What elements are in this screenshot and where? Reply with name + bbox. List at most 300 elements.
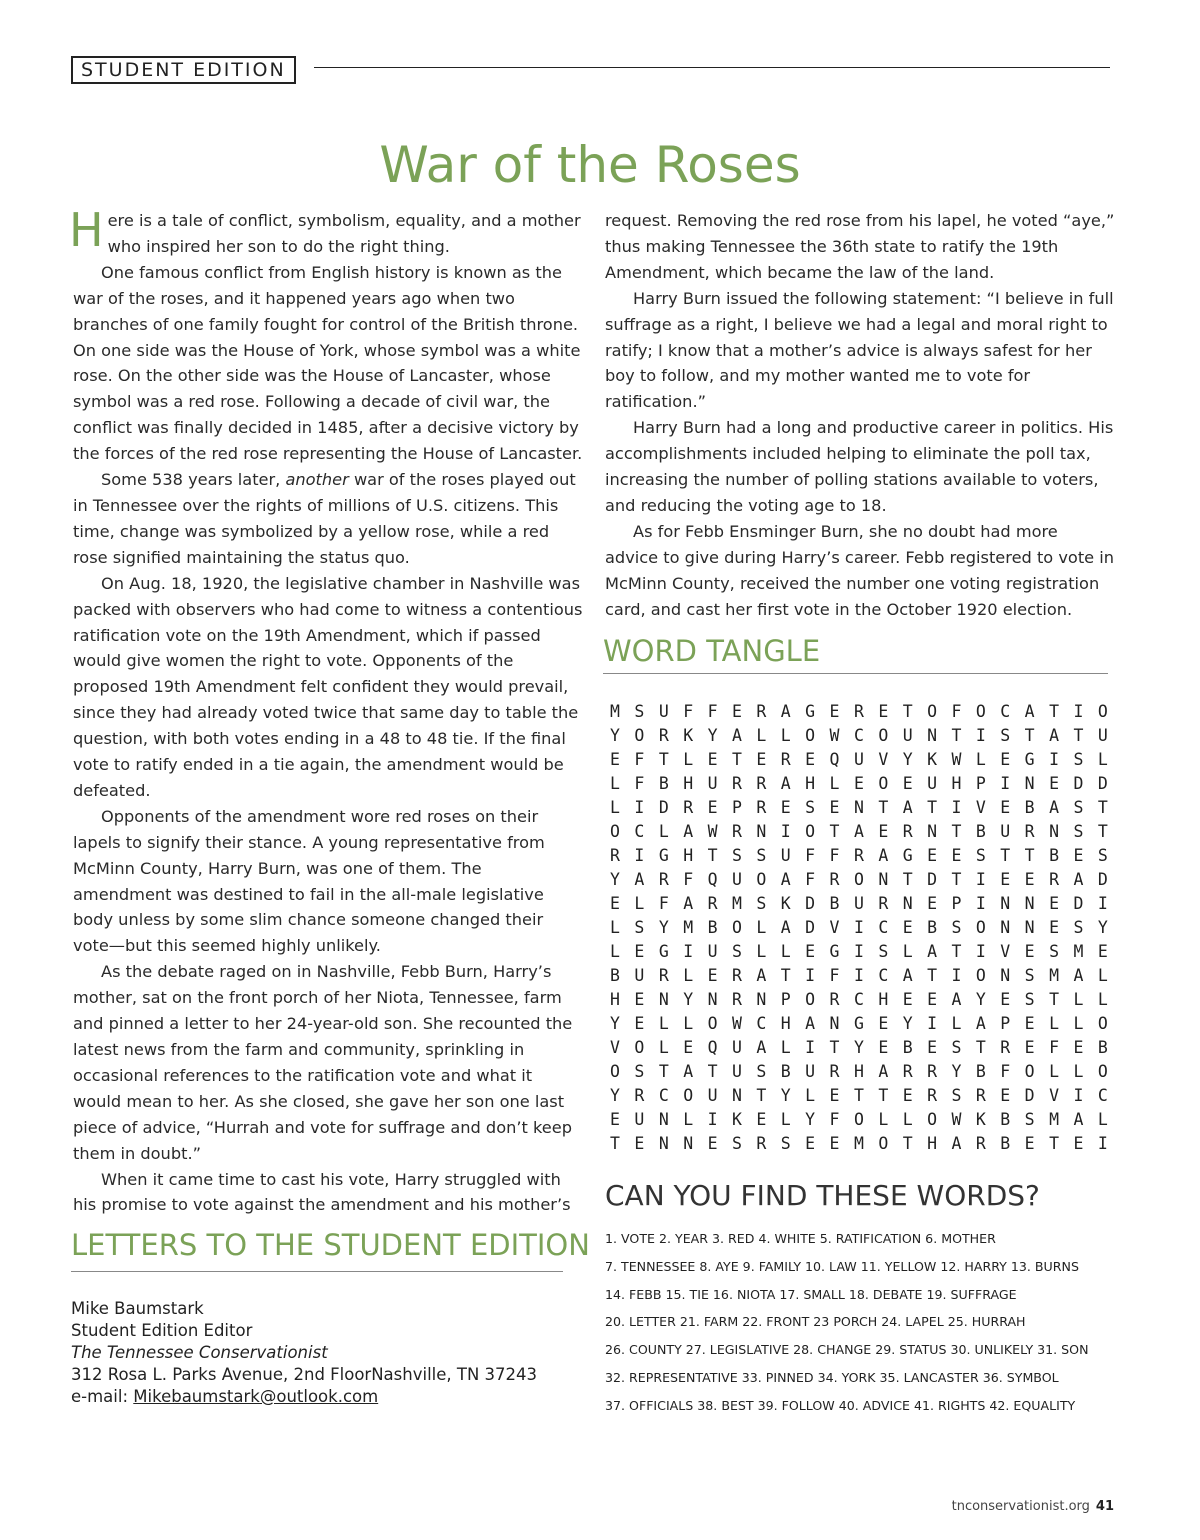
grid-letter: I [975,870,986,889]
grid-letter: F [658,894,669,913]
grid-letter: F [683,702,694,721]
grid-letter: T [731,750,742,769]
grid-letter: M [1049,966,1059,985]
grid-letter: R [756,1134,767,1153]
grid-letter: T [658,1062,669,1081]
grid-row [603,1132,1115,1156]
grid-letter: T [902,1134,913,1153]
grid-letter: D [927,870,938,889]
grid-letter: G [658,846,669,865]
grid-letter: O [1097,1062,1108,1081]
grid-letter: F [829,1110,840,1129]
grid-letter: R [1000,1038,1011,1057]
grid-letter: E [707,798,718,817]
grid-letter: B [975,822,986,841]
grid-letter: E [853,774,864,793]
grid-letter: F [951,702,962,721]
grid-letter: I [805,1038,816,1057]
grid-letter: C [878,918,889,937]
grid-letter: M [1073,942,1084,961]
grid-letter: E [610,1110,620,1129]
grid-letter: L [658,1014,669,1033]
email-label: e-mail: [71,1387,129,1406]
grid-letter: Y [853,1038,864,1057]
grid-letter: R [756,702,767,721]
grid-letter: O [805,990,816,1009]
grid-letter: N [1024,918,1035,937]
grid-letter: L [1097,966,1108,985]
grid-letter: Q [829,750,840,769]
grid-letter: H [610,990,620,1009]
grid-letter: N [1000,966,1011,985]
grid-letter: O [927,702,938,721]
grid-letter: E [902,1086,913,1105]
grid-letter: F [805,846,816,865]
grid-letter: L [658,822,669,841]
grid-letter: G [853,1014,864,1033]
grid-letter: O [805,822,816,841]
grid-letter: B [829,894,840,913]
grid-letter: R [780,750,791,769]
letters-rule [71,1271,563,1272]
grid-letter: Q [707,1038,718,1057]
grid-letter: S [1024,990,1035,1009]
grid-letter: E [634,990,645,1009]
grid-letter: R [829,1062,840,1081]
word-list-line: 7. TENNESSEE 8. AYE 9. FAMILY 10. LAW 11. YELLOW 12. HARRY 13. BURNS [605,1258,1079,1274]
grid-letter: T [951,870,962,889]
grid-letter: U [805,1062,816,1081]
grid-row [603,988,1115,1012]
grid-letter: L [1049,1014,1059,1033]
grid-letter: D [1097,774,1108,793]
grid-letter: C [853,726,864,745]
grid-letter: D [805,894,816,913]
grid-letter: F [683,870,694,889]
grid-letter: W [707,822,718,841]
page-footer [952,1499,1114,1514]
grid-letter: L [756,942,767,961]
grid-letter: C [658,1086,669,1105]
grid-letter: N [707,990,718,1009]
grid-letter: F [1000,1062,1011,1081]
grid-letter: L [683,750,694,769]
grid-letter: T [1097,822,1108,841]
grid-letter: O [707,1014,718,1033]
grid-letter: N [683,1134,694,1153]
grid-letter: O [927,1110,938,1129]
grid-letter: Y [610,726,620,745]
grid-letter: I [707,1110,718,1129]
grid-letter: R [927,1062,938,1081]
grid-letter: O [610,822,620,841]
grid-letter: A [780,774,791,793]
grid-letter: L [975,750,986,769]
grid-letter: E [1000,1086,1011,1105]
grid-letter: R [731,966,742,985]
grid-letter: L [610,918,620,937]
grid-letter: B [1000,1110,1011,1129]
grid-letter: E [1049,918,1059,937]
grid-letter: P [1000,1014,1011,1033]
grid-letter: I [951,966,962,985]
grid-letter: W [951,1110,962,1129]
grid-letter: R [829,870,840,889]
grid-letter: I [1049,750,1059,769]
grid-letter: K [927,750,938,769]
article-title: War of the Roses [379,136,801,194]
grid-letter: E [634,1134,645,1153]
grid-letter: T [902,870,913,889]
grid-letter: Q [707,870,718,889]
grid-letter: A [1024,702,1035,721]
grid-letter: O [1024,1062,1035,1081]
grid-letter: T [1049,702,1059,721]
grid-letter: S [634,918,645,937]
grid-letter: T [1097,798,1108,817]
grid-letter: S [975,846,986,865]
grid-letter: E [610,750,620,769]
grid-letter: O [878,774,889,793]
grid-letter: R [658,966,669,985]
grid-letter: U [1097,726,1108,745]
grid-letter: B [1049,846,1059,865]
grid-letter: E [927,1038,938,1057]
article-paragraph: As the debate raged on in Nashville, Febb Burn, Harry’s mother, sat on the front porch of her Niota, Tennessee, farm and pinned a letter to her 24-year-old son. She recounted the latest news from the farm and community, sprinkling in occasional references to the ratification vote and what it would mean to her. As she closed, she gave her son one last piece of advice, “Hurrah and vote for suffrage and don’t keep them in doubt.” [73,962,573,1163]
article-right-column [605,208,1115,623]
grid-letter: L [902,1110,913,1129]
grid-letter: R [1024,822,1035,841]
letters-heading: LETTERS TO THE STUDENT EDITION [71,1228,590,1262]
grid-letter: S [756,846,767,865]
grid-letter: E [878,702,889,721]
grid-letter: T [707,846,718,865]
grid-letter: E [805,1134,816,1153]
grid-letter: U [707,774,718,793]
grid-letter: S [1073,822,1084,841]
grid-row [603,1036,1115,1060]
grid-letter: T [927,798,938,817]
grid-letter: Y [780,1086,791,1105]
grid-letter: C [853,990,864,1009]
grid-letter: Y [658,918,669,937]
word-list-line: 14. FEBB 15. TIE 16. NIOTA 17. SMALL 18. DEBATE 19. SUFFRAGE [605,1286,1017,1302]
grid-letter: T [1049,1134,1059,1153]
grid-letter: P [731,798,742,817]
grid-letter: O [731,918,742,937]
grid-letter: F [829,846,840,865]
grid-letter: L [1097,1110,1108,1129]
grid-letter: N [1000,918,1011,937]
grid-letter: R [683,798,694,817]
grid-letter: A [683,822,694,841]
grid-letter: A [902,966,913,985]
word-list-line: 1. VOTE 2. YEAR 3. RED 4. WHITE 5. RATIFICATION 6. MOTHER [605,1231,996,1246]
grid-letter: D [658,798,669,817]
grid-letter: B [1024,798,1035,817]
grid-letter: I [975,894,986,913]
grid-letter: T [829,822,840,841]
grid-letter: Y [707,726,718,745]
grid-letter: E [1049,774,1059,793]
grid-row [603,916,1115,940]
grid-letter: E [1024,1134,1035,1153]
grid-letter: A [853,822,864,841]
grid-letter: T [780,966,791,985]
grid-letter: Y [805,1110,816,1129]
grid-letter: R [658,870,669,889]
grid-letter: S [1073,798,1084,817]
grid-letter: I [975,726,986,745]
grid-letter: O [878,1134,889,1153]
grid-letter: E [902,918,913,937]
grid-letter: U [707,942,718,961]
grid-letter: E [878,822,889,841]
grid-letter: P [975,774,986,793]
grid-letter: S [805,798,816,817]
grid-letter: U [780,846,791,865]
grid-letter: E [683,1038,694,1057]
grid-letter: V [610,1038,620,1057]
grid-letter: T [1073,726,1084,745]
grid-letter: E [1000,990,1011,1009]
grid-letter: S [731,846,742,865]
grid-letter: U [731,1062,742,1081]
grid-letter: D [1073,774,1084,793]
grid-letter: L [902,942,913,961]
grid-letter: U [927,774,938,793]
grid-letter: N [731,1086,742,1105]
email-link[interactable]: Mikebaumstark@outlook.com [133,1387,379,1406]
article-paragraph: Opponents of the amendment wore red roses on their lapels to signify their stance. A young representative from McMinn County, Harry Burn, was one of them. The amendment was destined to fail in the all-male legislative body unless by some slim chance someone changed their vote—but this seemed highly unlikely. [73,806,545,956]
grid-letter: A [1073,870,1084,889]
grid-letter: L [634,894,645,913]
grid-letter: R [927,1086,938,1105]
grid-letter: E [756,1110,767,1129]
grid-letter: I [1097,1134,1108,1153]
grid-letter: S [731,942,742,961]
word-tangle-rule [603,673,1108,674]
grid-letter: L [683,966,694,985]
grid-row [603,844,1115,868]
grid-letter: S [1024,1110,1035,1129]
grid-letter: S [1000,726,1011,745]
grid-letter: L [878,1110,889,1129]
grid-letter: T [878,1086,889,1105]
grid-letter: B [707,918,718,937]
grid-letter: B [658,774,669,793]
grid-letter: Y [610,870,620,889]
grid-letter: O [805,726,816,745]
grid-letter: B [610,966,620,985]
grid-letter: V [1000,942,1011,961]
grid-letter: B [902,1038,913,1057]
editor-name: Mike Baumstark [71,1299,204,1318]
grid-letter: D [1097,870,1108,889]
grid-letter: H [878,990,889,1009]
grid-letter: C [1000,702,1011,721]
grid-letter: O [975,918,986,937]
grid-letter: S [634,702,645,721]
grid-letter: E [731,702,742,721]
grid-letter: L [1097,990,1108,1009]
grid-letter: W [951,750,962,769]
footer-site: tnconservationist.org [951,1499,1090,1514]
grid-letter: N [902,894,913,913]
grid-letter: E [610,894,620,913]
grid-letter: T [1000,846,1011,865]
contact-block [71,1298,537,1408]
grid-row [603,724,1115,748]
grid-row [603,820,1115,844]
grid-letter: N [1049,822,1059,841]
grid-letter: I [634,846,645,865]
grid-letter: C [1097,1086,1108,1105]
grid-letter: T [1024,846,1035,865]
grid-letter: S [634,1062,645,1081]
grid-letter: L [1073,1062,1084,1081]
article-paragraph: Here is a tale of conflict, symbolism, equality, and a mother who inspired her son to do the right thing. [69,203,581,257]
grid-letter: L [805,1086,816,1105]
grid-letter: L [610,774,620,793]
grid-letter: S [1097,846,1108,865]
grid-letter: S [731,1134,742,1153]
grid-letter: W [829,726,840,745]
grid-letter: U [658,702,669,721]
grid-letter: T [878,798,889,817]
mailing-address: 312 Rosa L. Parks Avenue, 2nd FloorNashville, TN 37243 [71,1365,538,1384]
grid-letter: U [902,726,913,745]
grid-letter: L [780,726,791,745]
edition-label: STUDENT EDITION [71,56,296,84]
grid-letter: I [634,798,645,817]
email-row [71,1386,537,1408]
grid-letter: A [805,1014,816,1033]
grid-letter: M [853,1134,864,1153]
article-paragraph: When it came time to cast his vote, Harry struggled with his promise to vote against the amendment and his mother’s [73,1169,571,1215]
grid-letter: D [805,918,816,937]
header-rule [314,67,1110,68]
grid-letter: V [829,918,840,937]
grid-letter: E [902,990,913,1009]
grid-letter: A [951,990,962,1009]
grid-letter: T [829,1038,840,1057]
grid-letter: E [1073,1038,1084,1057]
grid-letter: E [707,1134,718,1153]
grid-letter: B [975,1062,986,1081]
grid-letter: N [878,870,889,889]
grid-letter: T [975,1038,986,1057]
grid-row [603,868,1115,892]
grid-letter: T [853,1086,864,1105]
grid-letter: A [756,966,767,985]
grid-letter: E [829,798,840,817]
grid-letter: U [853,894,864,913]
grid-letter: E [1024,942,1035,961]
word-list-line: 26. COUNTY 27. LEGISLATIVE 28. CHANGE 29. STATUS 30. UNLIKELY 31. SON [605,1342,1089,1358]
grid-letter: L [756,918,767,937]
grid-letter: E [829,1134,840,1153]
grid-letter: E [878,1014,889,1033]
grid-letter: L [1073,1014,1084,1033]
grid-letter: E [1097,942,1108,961]
grid-letter: A [902,798,913,817]
grid-letter: H [853,1062,864,1081]
grid-row [603,700,1115,724]
grid-letter: L [951,1014,962,1033]
grid-letter: N [1024,774,1035,793]
grid-letter: R [658,726,669,745]
grid-letter: R [1049,870,1059,889]
grid-letter: A [780,870,791,889]
article-paragraph: As for Febb Ensminger Burn, she no doubt had more advice to give during Harry’s career. Febb registered to vote in McMinn County, received the number one voting registration card, and cast her first vote in the October 1920 election. [605,521,1115,619]
grid-letter: B [780,1062,791,1081]
grid-letter: G [1024,750,1035,769]
grid-letter: A [1073,966,1084,985]
grid-letter: S [1049,942,1059,961]
grid-letter: A [1073,1110,1084,1129]
grid-letter: N [853,798,864,817]
grid-letter: E [780,798,791,817]
grid-letter: Y [902,1014,913,1033]
article-paragraph: On Aug. 18, 1920, the legislative chamber in Nashville was packed with observers who had come to witness a contentious ratification vote on the 19th Amendment, which if passed would give women the right to vote. Opponents of the proposed 19th Amendment felt confident they would prevail, since they had already voted twice that same day to table the question, with both votes ending in a 48 to 48 tie. If the final vote to ratify ended in a tie again, the amendment would be defeated. [73,573,583,800]
grid-letter: N [1000,894,1011,913]
grid-letter: I [780,822,791,841]
grid-letter: T [951,822,962,841]
grid-letter: H [927,1134,938,1153]
grid-letter: N [1024,894,1035,913]
grid-letter: L [1097,750,1108,769]
grid-letter: I [853,966,864,985]
grid-letter: E [1024,1014,1035,1033]
grid-letter: E [707,966,718,985]
grid-letter: A [1049,798,1059,817]
grid-letter: R [975,1086,986,1105]
grid-letter: A [780,702,791,721]
grid-letter: F [634,774,645,793]
grid-letter: U [731,870,742,889]
grid-letter: T [1024,726,1035,745]
grid-row [603,940,1115,964]
article-paragraph: Harry Burn had a long and productive career in politics. His accomplishments included helping to eliminate the poll tax, increasing the number of polling stations available to voters, and reducing the voting age to 18. [605,418,1114,515]
grid-letter: O [975,966,986,985]
grid-letter: S [1073,750,1084,769]
grid-letter: M [683,918,694,937]
grid-letter: T [951,942,962,961]
grid-letter: E [1024,870,1035,889]
grid-letter: E [951,846,962,865]
editor-role: Student Edition Editor [71,1321,253,1340]
article-paragraph: One famous conflict from English history is known as the war of the roses, and it happened years ago when two branches of one family fought for control of the British throne. On one side was the House of York, whose symbol was a white rose. On the other side was the House of Lancaster, whose symbol was a red rose. Following a decade of civil war, the conflict was finally decided in 1485, after a decisive victory by the forces of the red rose representing the House of Lancaster. [73,262,583,464]
grid-letter: E [927,894,938,913]
grid-row [603,964,1115,988]
grid-letter: O [634,1038,645,1057]
grid-letter: F [829,966,840,985]
grid-letter: H [805,774,816,793]
grid-letter: C [878,966,889,985]
grid-letter: L [658,1038,669,1057]
grid-letter: M [1049,1110,1059,1129]
grid-row [603,1060,1115,1084]
drop-cap: H [69,203,104,257]
grid-letter: T [658,750,669,769]
grid-letter: N [658,1110,669,1129]
grid-letter: K [683,726,694,745]
grid-letter: L [610,942,620,961]
grid-letter: B [1097,1038,1108,1057]
page-number: 41 [1095,1499,1114,1514]
grid-letter: H [780,1014,791,1033]
